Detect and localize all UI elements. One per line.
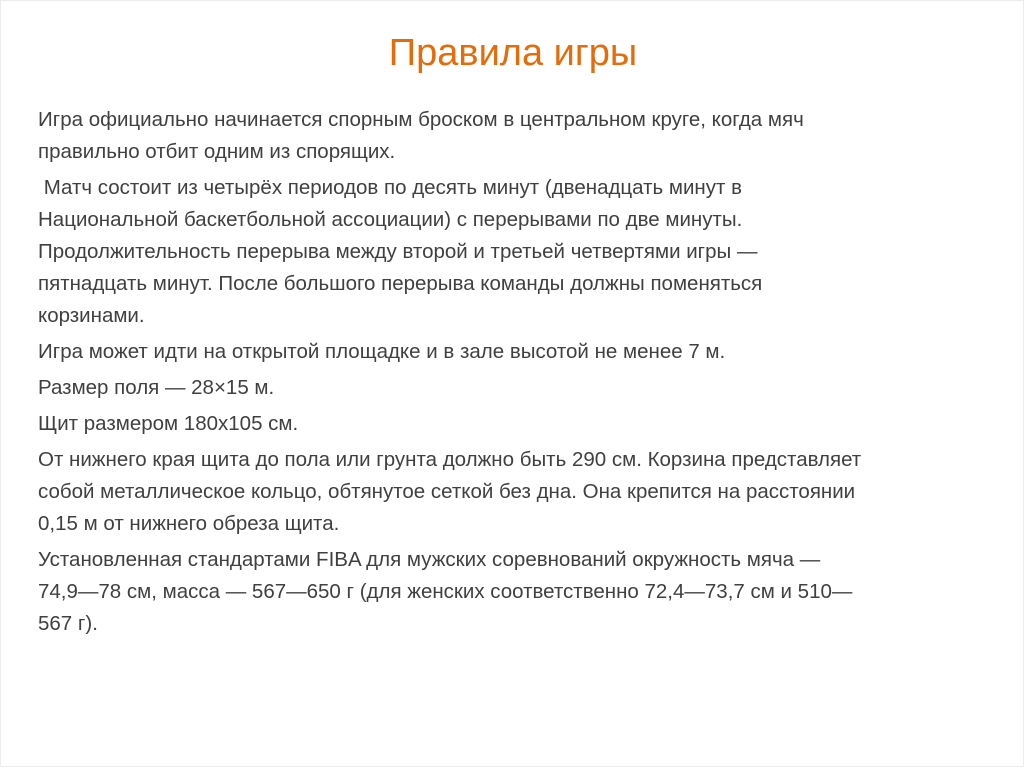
paragraph-ball xyxy=(38,544,983,640)
text-line: пятнадцать минут. После большого перерыва команды должны поменяться xyxy=(38,272,763,295)
paragraph-venue xyxy=(38,336,983,368)
text-line: Матч состоит из четырёх периодов по десять минут (двенадцать минут в xyxy=(38,176,742,199)
paragraph-tip-off xyxy=(38,104,983,168)
text-line: Размер поля — 28×15 м. xyxy=(38,376,275,399)
text-line: Национальной баскетбольной ассоциации) с перерывами по две минуты. xyxy=(38,208,743,231)
text-line: 0,15 м от нижнего обреза щита. xyxy=(38,512,340,535)
text-line: Щит размером 180х105 см. xyxy=(38,412,299,435)
text-line: 74,9—78 см, масса — 567—650 г (для женских соответственно 72,4—73,7 см и 510— xyxy=(38,580,853,603)
text-line: 567 г). xyxy=(38,612,98,635)
text-line: правильно отбит одним из спорящих. xyxy=(38,140,396,163)
slide-title: Правила игры xyxy=(388,32,638,74)
text-line: Игра может идти на открытой площадке и в зале высотой не менее 7 м. xyxy=(38,340,726,363)
paragraph-court-size xyxy=(38,372,983,404)
paragraph-backboard-size xyxy=(38,408,983,440)
text-line: Установленная стандартами FIBA для мужских соревнований окружность мяча — xyxy=(38,548,821,571)
text-line: Продолжительность перерыва между второй и третьей четвертями игры — xyxy=(38,240,758,263)
text-line: корзинами. xyxy=(38,304,145,327)
paragraph-basket xyxy=(38,444,983,540)
slide-body xyxy=(38,104,983,644)
text-line: Игра официально начинается спорным броском в центральном круге, когда мяч xyxy=(38,108,804,131)
text-line: собой металлическое кольцо, обтянутое сеткой без дна. Она крепится на расстоянии xyxy=(38,480,856,503)
text-line: От нижнего края щита до пола или грунта должно быть 290 см. Корзина представляет xyxy=(38,448,862,471)
paragraph-periods xyxy=(38,172,983,332)
